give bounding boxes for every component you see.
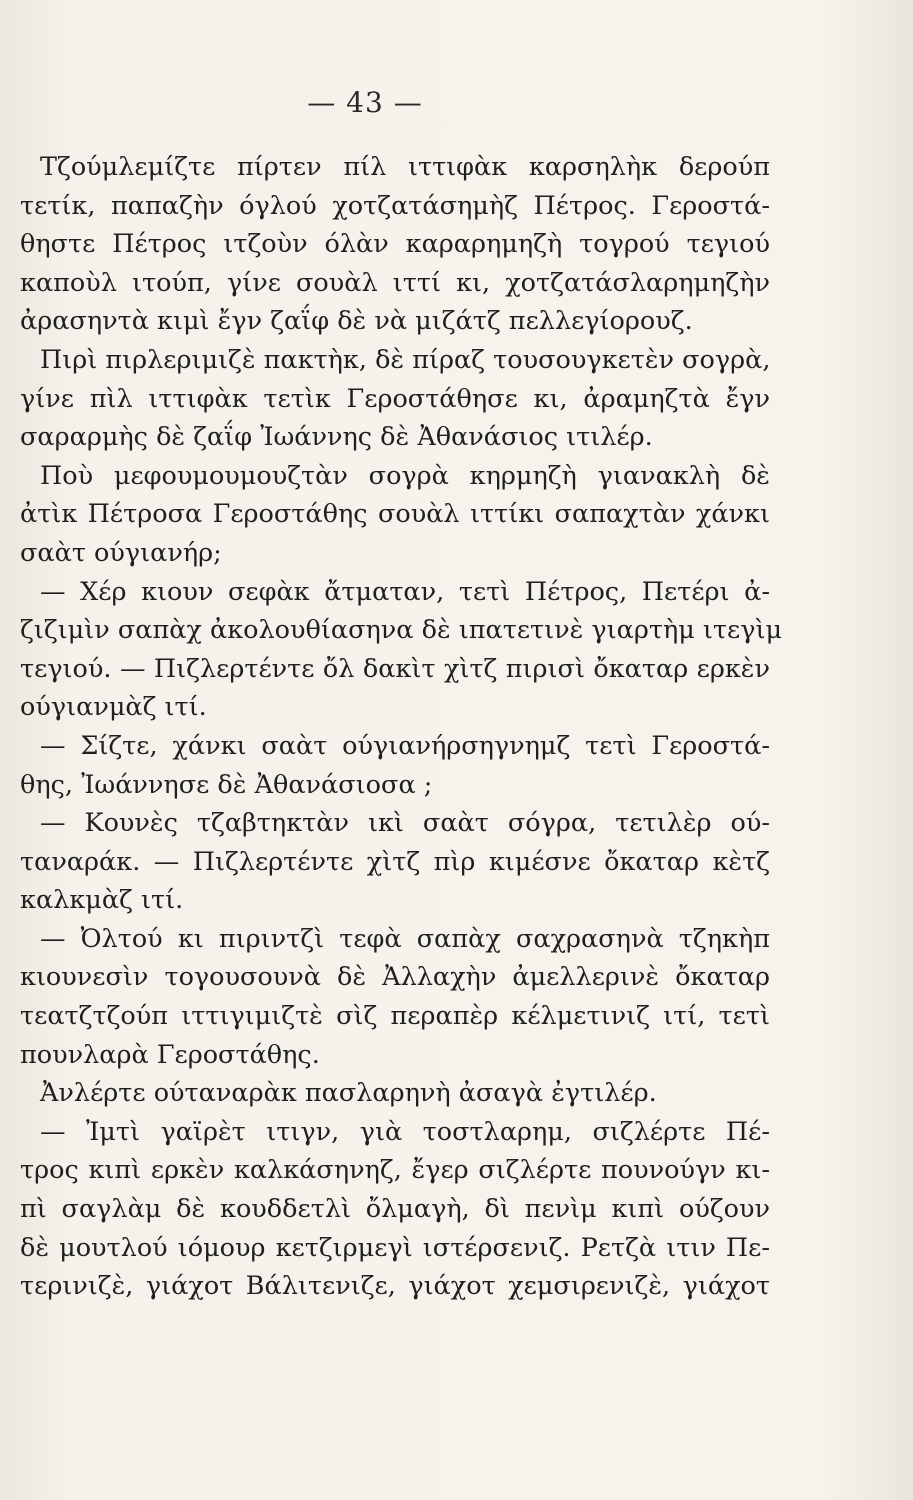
page-number: — 43 — xyxy=(307,86,423,119)
text-line: — Χέρ κιουν σεφὰκ ἄτματαν, τετὶ Πέτρος, Πετέρι ἀ- xyxy=(40,576,770,607)
text-line: πὶ σαγλὰμ δὲ κουδδετλὶ ὄλμαγὴ, δὶ πενὶμ κιπὶ ούζουν xyxy=(20,1194,770,1225)
text-line: — Ἰμτὶ γαϊρὲτ ιτιγν, γιὰ τοστλαρημ, σιζλέρτε Πέ- xyxy=(40,1116,770,1147)
text-line: ἀρασηντὰ κιμὶ ἔγν ζαΐφ δὲ νὰ μιζάτζ πελλεγίορουζ. xyxy=(20,306,693,337)
text-line: καλκμὰζ ιτί. xyxy=(20,885,184,916)
text-line: γίνε πὶλ ιττιφὰκ τετὶκ Γεροστάθησε κι, ἀραμηζτὰ ἔγν xyxy=(20,383,770,414)
text-line: ούγιανμὰζ ιτί. xyxy=(20,692,207,723)
text-line: — Ὀλτού κι πιριντζὶ τεφὰ σαπὰχ σαχρασηνὰ τζηκὴπ xyxy=(40,923,770,954)
text-line: ἀτὶκ Πέτροσα Γεροστάθης σουὰλ ιττίκι σαπαχτὰν χάνκι xyxy=(20,499,770,530)
body-text xyxy=(20,148,783,1306)
text-line: σαὰτ ούγιανήρ; xyxy=(20,537,222,568)
text-line: Ἀνλέρτε ούταναρὰκ πασλαρηνὴ ἀσαγὰ ἐγτιλέρ. xyxy=(40,1078,657,1109)
text-line: Τζούμλεμίζτε πίρτεν πίλ ιττιφὰκ καρσηλὴκ δερούπ xyxy=(40,152,770,182)
text-line: τετίκ, παπαζὴν όγλού χοτζατάσημὴζ Πέτρος. Γεροστά- xyxy=(20,190,770,221)
text-line: — Κουνὲς τζαβτηκτὰν ικὶ σαὰτ σόγρα, τετιλὲρ ού- xyxy=(40,808,770,839)
text-line: τερινιζὲ, γιάχοτ Βάλιτενιζε, γιάχοτ χεμσιρενιζὲ, γιάχοτ xyxy=(20,1271,770,1302)
text-line: τεγιού. — Πιζλερτέντε ὄλ δακὶτ χὶτζ πιρισὶ ὄκαταρ ερκὲν xyxy=(20,653,770,684)
text-line: θης, Ἰωάννησε δὲ Ἀθανάσιοσα ; xyxy=(20,769,433,800)
text-line: θηστε Πέτρος ιτζοὺν όλὰν καραρημηζὴ τογρού τεγιού xyxy=(20,229,770,260)
text-line: ταναράκ. — Πιζλερτέντε χὶτζ πὶρ κιμέσνε ὄκαταρ κὲτζ xyxy=(20,846,770,877)
text-line: πουνλαρὰ Γεροστάθης. xyxy=(20,1039,320,1070)
text-line: τρος κιπὶ ερκὲν καλκάσηνηζ, ἔγερ σιζλέρτε πουνούγν κι- xyxy=(20,1155,770,1186)
text-line: δὲ μουτλού ιόμουρ κετζιρμεγὶ ιστέρσενιζ. Ρετζὰ ιτιν Πε- xyxy=(20,1232,770,1263)
text-line: Ποὺ μεφουμουμουζτὰν σογρὰ κηρμηζὴ γιανακλὴ δὲ xyxy=(40,460,770,491)
text-line: σαραρμὴς δὲ ζαΐφ Ἰωάννης δὲ Ἀθανάσιος ιτιλέρ. xyxy=(20,422,653,453)
text-line: — Σίζτε, χάνκι σαὰτ ούγιανήρσηγνημζ τετὶ Γεροστά- xyxy=(40,730,770,761)
text-line: ζιζιμὶν σαπὰχ ἀκολουθίασηνα δὲ ιπατετινὲ γιαρτὴμ ιτεγὶμ xyxy=(20,615,783,646)
text-line: κιουνεσὶν τογουσουνὰ δὲ Ἀλλαχὴν ἀμελλερινὲ ὄκαταρ xyxy=(20,962,770,993)
text-line: τεατζτζούπ ιττιγιμιζτὲ σὶζ περαπὲρ κέλμετινιζ ιτί, τετὶ xyxy=(20,1001,770,1032)
text-line: Πιρὶ πιρλεριμιζὲ πακτὴκ, δὲ πίραζ τουσουγκετὲν σογρὰ, xyxy=(40,344,771,375)
text-line: καποὺλ ιτούπ, γίνε σουὰλ ιττί κι, χοτζατάσλαρημηζὴν xyxy=(20,267,770,298)
